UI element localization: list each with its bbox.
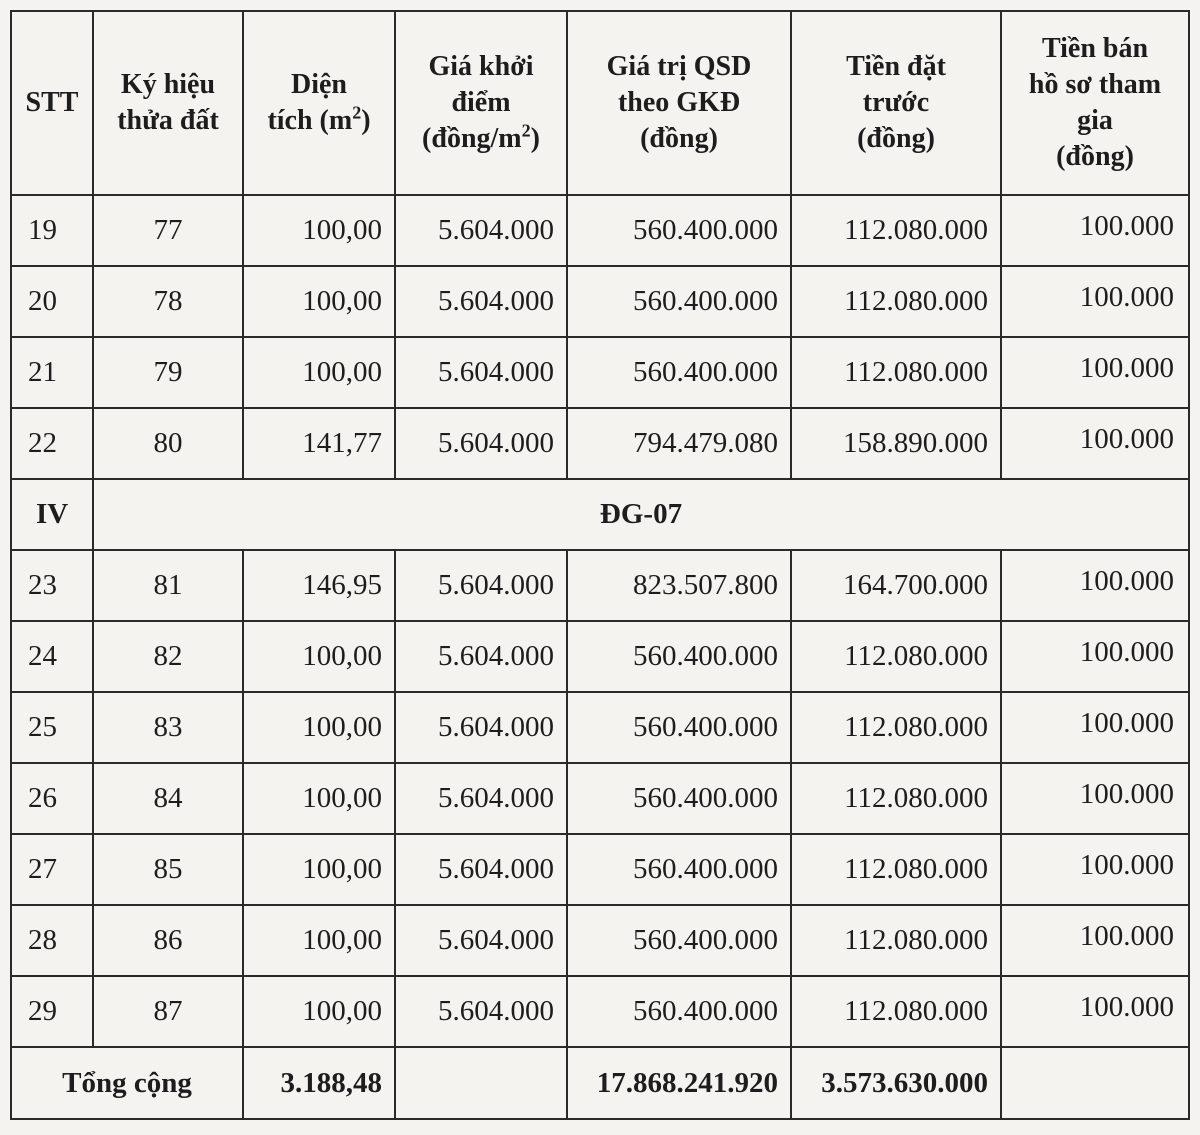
header-unit xyxy=(250,103,388,139)
header-text: theo GKĐ xyxy=(617,87,741,118)
header-text: Ký hiệu xyxy=(120,69,216,100)
header-row xyxy=(11,11,1189,195)
cell-dien-tich: 100,00 xyxy=(243,976,395,1047)
cell-total-gia-tri-qsd: 17.868.241.920 xyxy=(567,1047,791,1119)
header-text: hồ sơ tham xyxy=(1028,69,1162,100)
cell-dien-tich: 100,00 xyxy=(243,905,395,976)
document-sheet xyxy=(10,10,1188,1126)
cell-dien-tich: 100,00 xyxy=(243,337,395,408)
cell-tien-ban-ho-so: 100.000 xyxy=(1001,550,1189,621)
cell-stt: 29 xyxy=(11,976,93,1047)
header-text: ) xyxy=(530,123,540,154)
cell-total-label: Tổng cộng xyxy=(11,1047,243,1119)
cell-dien-tich: 100,00 xyxy=(243,266,395,337)
table-row xyxy=(11,976,1189,1047)
cell-gia-khoi-diem: 5.604.000 xyxy=(395,905,567,976)
header-text: gia xyxy=(1077,105,1113,136)
cell-stt: 25 xyxy=(11,692,93,763)
cell-total-dien-tich: 3.188,48 xyxy=(243,1047,395,1119)
cell-tien-dat-truoc: 112.080.000 xyxy=(791,266,1001,337)
cell-tien-ban-ho-so: 100.000 xyxy=(1001,408,1189,479)
cell-tien-dat-truoc: 112.080.000 xyxy=(791,337,1001,408)
cell-stt: 19 xyxy=(11,195,93,266)
cell-total-tien-dat-truoc: 3.573.630.000 xyxy=(791,1047,1001,1119)
cell-ky-hieu: 87 xyxy=(93,976,243,1047)
cell-dien-tich: 141,77 xyxy=(243,408,395,479)
cell-gia-tri-qsd: 560.400.000 xyxy=(567,337,791,408)
cell-tien-ban-ho-so: 100.000 xyxy=(1001,337,1189,408)
cell-ky-hieu: 82 xyxy=(93,621,243,692)
header-text: (đồng) xyxy=(1056,141,1134,172)
superscript: 2 xyxy=(352,102,362,123)
cell-tien-dat-truoc: 112.080.000 xyxy=(791,763,1001,834)
table-row xyxy=(11,337,1189,408)
cell-tien-dat-truoc: 112.080.000 xyxy=(791,905,1001,976)
cell-gia-tri-qsd: 560.400.000 xyxy=(567,976,791,1047)
header-text: thửa đất xyxy=(117,105,219,136)
header-text: Diện xyxy=(291,69,347,100)
header-tien-ban-ho-so xyxy=(1001,11,1189,195)
cell-tien-ban-ho-so: 100.000 xyxy=(1001,834,1189,905)
cell-ky-hieu: 78 xyxy=(93,266,243,337)
cell-dien-tich: 146,95 xyxy=(243,550,395,621)
cell-tien-ban-ho-so: 100.000 xyxy=(1001,621,1189,692)
header-text: Tiền đặt xyxy=(846,51,946,82)
header-text: (đồng) xyxy=(640,123,718,154)
cell-gia-khoi-diem: 5.604.000 xyxy=(395,550,567,621)
cell-tien-ban-ho-so: 100.000 xyxy=(1001,692,1189,763)
cell-gia-khoi-diem: 5.604.000 xyxy=(395,266,567,337)
header-text: Tiền bán xyxy=(1041,33,1149,64)
table-row xyxy=(11,266,1189,337)
cell-tien-ban-ho-so: 100.000 xyxy=(1001,195,1189,266)
cell-stt: 23 xyxy=(11,550,93,621)
cell-ky-hieu: 83 xyxy=(93,692,243,763)
table-row xyxy=(11,834,1189,905)
superscript: 2 xyxy=(521,120,531,141)
header-text: (đồng/m xyxy=(422,123,522,154)
cell-gia-tri-qsd: 560.400.000 xyxy=(567,905,791,976)
cell-total-empty xyxy=(1001,1047,1189,1119)
cell-gia-tri-qsd: 560.400.000 xyxy=(567,621,791,692)
cell-group-stt: IV xyxy=(11,479,93,550)
header-text: điểm xyxy=(451,87,511,118)
cell-tien-ban-ho-so: 100.000 xyxy=(1001,905,1189,976)
cell-ky-hieu: 84 xyxy=(93,763,243,834)
cell-tien-dat-truoc: 158.890.000 xyxy=(791,408,1001,479)
header-text: ) xyxy=(361,105,371,136)
cell-total-empty xyxy=(395,1047,567,1119)
table-row xyxy=(11,408,1189,479)
total-row xyxy=(11,1047,1189,1119)
cell-tien-ban-ho-so: 100.000 xyxy=(1001,763,1189,834)
cell-gia-khoi-diem: 5.604.000 xyxy=(395,195,567,266)
cell-tien-dat-truoc: 112.080.000 xyxy=(791,621,1001,692)
cell-ky-hieu: 81 xyxy=(93,550,243,621)
cell-gia-khoi-diem: 5.604.000 xyxy=(395,834,567,905)
table-row xyxy=(11,195,1189,266)
cell-stt: 26 xyxy=(11,763,93,834)
header-text: trước xyxy=(862,87,930,118)
cell-tien-dat-truoc: 164.700.000 xyxy=(791,550,1001,621)
cell-stt: 22 xyxy=(11,408,93,479)
cell-dien-tich: 100,00 xyxy=(243,834,395,905)
header-ky-hieu xyxy=(93,11,243,195)
cell-gia-tri-qsd: 560.400.000 xyxy=(567,834,791,905)
header-unit xyxy=(402,121,560,157)
cell-ky-hieu: 77 xyxy=(93,195,243,266)
cell-gia-khoi-diem: 5.604.000 xyxy=(395,692,567,763)
header-text: tích (m xyxy=(267,105,353,136)
header-gia-tri-qsd xyxy=(567,11,791,195)
table-row xyxy=(11,621,1189,692)
cell-gia-tri-qsd: 794.479.080 xyxy=(567,408,791,479)
table-row xyxy=(11,905,1189,976)
cell-gia-tri-qsd: 560.400.000 xyxy=(567,195,791,266)
cell-tien-dat-truoc: 112.080.000 xyxy=(791,976,1001,1047)
cell-tien-dat-truoc: 112.080.000 xyxy=(791,834,1001,905)
cell-group-label: ĐG-07 xyxy=(93,479,1189,550)
header-tien-dat-truoc xyxy=(791,11,1001,195)
cell-tien-ban-ho-so: 100.000 xyxy=(1001,976,1189,1047)
cell-gia-tri-qsd: 560.400.000 xyxy=(567,266,791,337)
cell-stt: 27 xyxy=(11,834,93,905)
cell-gia-khoi-diem: 5.604.000 xyxy=(395,763,567,834)
land-auction-table xyxy=(10,10,1190,1120)
cell-dien-tich: 100,00 xyxy=(243,692,395,763)
cell-stt: 20 xyxy=(11,266,93,337)
cell-ky-hieu: 80 xyxy=(93,408,243,479)
cell-tien-ban-ho-so: 100.000 xyxy=(1001,266,1189,337)
cell-tien-dat-truoc: 112.080.000 xyxy=(791,692,1001,763)
cell-stt: 24 xyxy=(11,621,93,692)
cell-ky-hieu: 86 xyxy=(93,905,243,976)
table-row xyxy=(11,763,1189,834)
cell-dien-tich: 100,00 xyxy=(243,195,395,266)
cell-gia-khoi-diem: 5.604.000 xyxy=(395,621,567,692)
header-stt: STT xyxy=(11,11,93,195)
header-text: (đồng) xyxy=(857,123,935,154)
table-row xyxy=(11,550,1189,621)
cell-tien-dat-truoc: 112.080.000 xyxy=(791,195,1001,266)
cell-gia-khoi-diem: 5.604.000 xyxy=(395,408,567,479)
cell-gia-tri-qsd: 823.507.800 xyxy=(567,550,791,621)
cell-dien-tich: 100,00 xyxy=(243,621,395,692)
cell-ky-hieu: 85 xyxy=(93,834,243,905)
header-text: Giá khởi xyxy=(428,51,534,82)
cell-gia-tri-qsd: 560.400.000 xyxy=(567,763,791,834)
cell-gia-khoi-diem: 5.604.000 xyxy=(395,337,567,408)
cell-ky-hieu: 79 xyxy=(93,337,243,408)
header-dien-tich xyxy=(243,11,395,195)
header-gia-khoi-diem xyxy=(395,11,567,195)
cell-stt: 28 xyxy=(11,905,93,976)
table-row xyxy=(11,692,1189,763)
cell-gia-khoi-diem: 5.604.000 xyxy=(395,976,567,1047)
cell-dien-tich: 100,00 xyxy=(243,763,395,834)
cell-stt: 21 xyxy=(11,337,93,408)
header-text: Giá trị QSD xyxy=(606,51,752,82)
group-row xyxy=(11,479,1189,550)
cell-gia-tri-qsd: 560.400.000 xyxy=(567,692,791,763)
